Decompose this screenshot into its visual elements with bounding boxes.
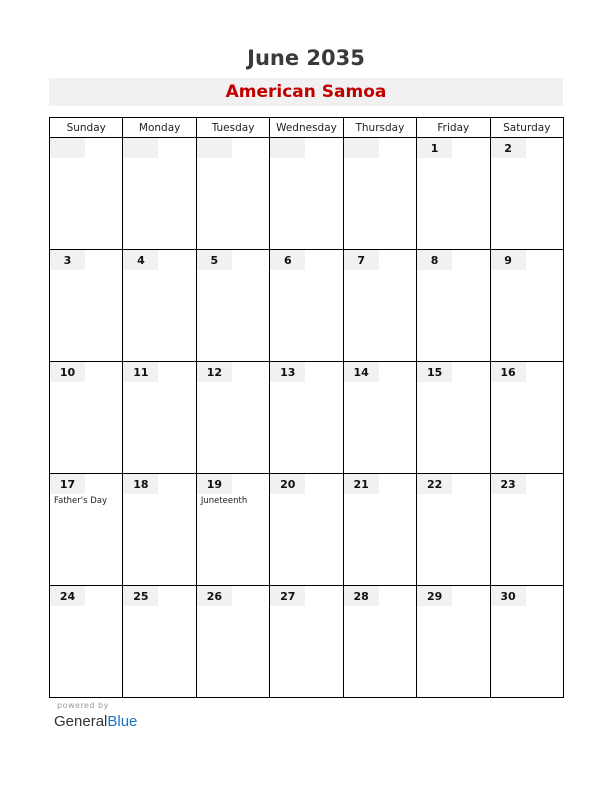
day-number: 14 bbox=[344, 362, 379, 382]
weekday-wednesday: Wednesday bbox=[270, 118, 343, 138]
day-cell bbox=[196, 362, 269, 474]
day-number: 16 bbox=[491, 362, 526, 382]
weekday-sunday: Sunday bbox=[50, 118, 123, 138]
week-row bbox=[50, 474, 564, 586]
day-cell bbox=[490, 474, 563, 586]
day-cell bbox=[50, 138, 123, 250]
day-number: 30 bbox=[491, 586, 526, 606]
day-number: 20 bbox=[270, 474, 305, 494]
day-cell bbox=[417, 586, 490, 698]
day-number: 28 bbox=[344, 586, 379, 606]
day-number: 5 bbox=[197, 250, 232, 270]
day-cell bbox=[490, 362, 563, 474]
day-cell bbox=[417, 138, 490, 250]
day-cell bbox=[270, 474, 343, 586]
day-cell bbox=[417, 362, 490, 474]
day-cell bbox=[123, 586, 196, 698]
day-number: 15 bbox=[417, 362, 452, 382]
day-number: 9 bbox=[491, 250, 526, 270]
day-number: 17 bbox=[50, 474, 85, 494]
day-number: 11 bbox=[123, 362, 158, 382]
day-cell bbox=[50, 474, 123, 586]
day-number: 10 bbox=[50, 362, 85, 382]
day-number: 29 bbox=[417, 586, 452, 606]
day-cell bbox=[196, 250, 269, 362]
day-cell bbox=[270, 250, 343, 362]
day-number: 4 bbox=[123, 250, 158, 270]
day-number: 25 bbox=[123, 586, 158, 606]
day-cell bbox=[490, 138, 563, 250]
day-number: 6 bbox=[270, 250, 305, 270]
brand-name-part1: General bbox=[54, 713, 108, 730]
day-cell bbox=[123, 474, 196, 586]
day-cell bbox=[343, 362, 416, 474]
day-cell bbox=[270, 362, 343, 474]
day-cell bbox=[270, 138, 343, 250]
day-cell bbox=[490, 250, 563, 362]
weekday-saturday: Saturday bbox=[490, 118, 563, 138]
day-number bbox=[50, 138, 85, 158]
day-number: 12 bbox=[197, 362, 232, 382]
week-row bbox=[50, 138, 564, 250]
day-cell bbox=[270, 586, 343, 698]
day-number bbox=[270, 138, 305, 158]
day-cell bbox=[343, 586, 416, 698]
day-cell bbox=[50, 362, 123, 474]
day-cell bbox=[417, 250, 490, 362]
day-cell bbox=[123, 362, 196, 474]
week-row bbox=[50, 250, 564, 362]
weekday-header-row bbox=[50, 118, 564, 138]
day-cell bbox=[123, 250, 196, 362]
region-subtitle: American Samoa bbox=[225, 82, 387, 102]
day-cell bbox=[490, 586, 563, 698]
day-number: 2 bbox=[491, 138, 526, 158]
day-number: 19 bbox=[197, 474, 232, 494]
week-row bbox=[50, 586, 564, 698]
day-cell bbox=[50, 586, 123, 698]
powered-by-label: powered by bbox=[57, 701, 109, 710]
weekday-tuesday: Tuesday bbox=[196, 118, 269, 138]
day-number: 24 bbox=[50, 586, 85, 606]
week-row bbox=[50, 362, 564, 474]
day-number: 3 bbox=[50, 250, 85, 270]
holiday-label: Father's Day bbox=[54, 496, 108, 506]
calendar-grid bbox=[49, 117, 564, 698]
day-cell bbox=[50, 250, 123, 362]
day-cell bbox=[343, 138, 416, 250]
day-cell bbox=[123, 138, 196, 250]
day-number bbox=[123, 138, 158, 158]
day-number bbox=[197, 138, 232, 158]
day-cell bbox=[343, 474, 416, 586]
day-cell bbox=[343, 250, 416, 362]
day-number: 8 bbox=[417, 250, 452, 270]
brand-name-part2: Blue bbox=[107, 713, 138, 730]
day-number: 18 bbox=[123, 474, 158, 494]
day-number: 7 bbox=[344, 250, 379, 270]
page-title: June 2035 bbox=[247, 46, 365, 70]
day-number: 21 bbox=[344, 474, 379, 494]
day-cell bbox=[196, 586, 269, 698]
day-number: 1 bbox=[417, 138, 452, 158]
day-cell bbox=[196, 138, 269, 250]
day-number: 13 bbox=[270, 362, 305, 382]
day-number: 27 bbox=[270, 586, 305, 606]
day-number: 26 bbox=[197, 586, 232, 606]
holiday-label: Juneteenth bbox=[200, 496, 248, 506]
day-number: 23 bbox=[491, 474, 526, 494]
weekday-thursday: Thursday bbox=[343, 118, 416, 138]
weekday-monday: Monday bbox=[123, 118, 196, 138]
weekday-friday: Friday bbox=[417, 118, 490, 138]
day-cell bbox=[196, 474, 269, 586]
day-number bbox=[344, 138, 379, 158]
day-cell bbox=[417, 474, 490, 586]
day-number: 22 bbox=[417, 474, 452, 494]
subtitle-bar bbox=[49, 78, 563, 106]
brand-logo[interactable] bbox=[54, 713, 137, 730]
